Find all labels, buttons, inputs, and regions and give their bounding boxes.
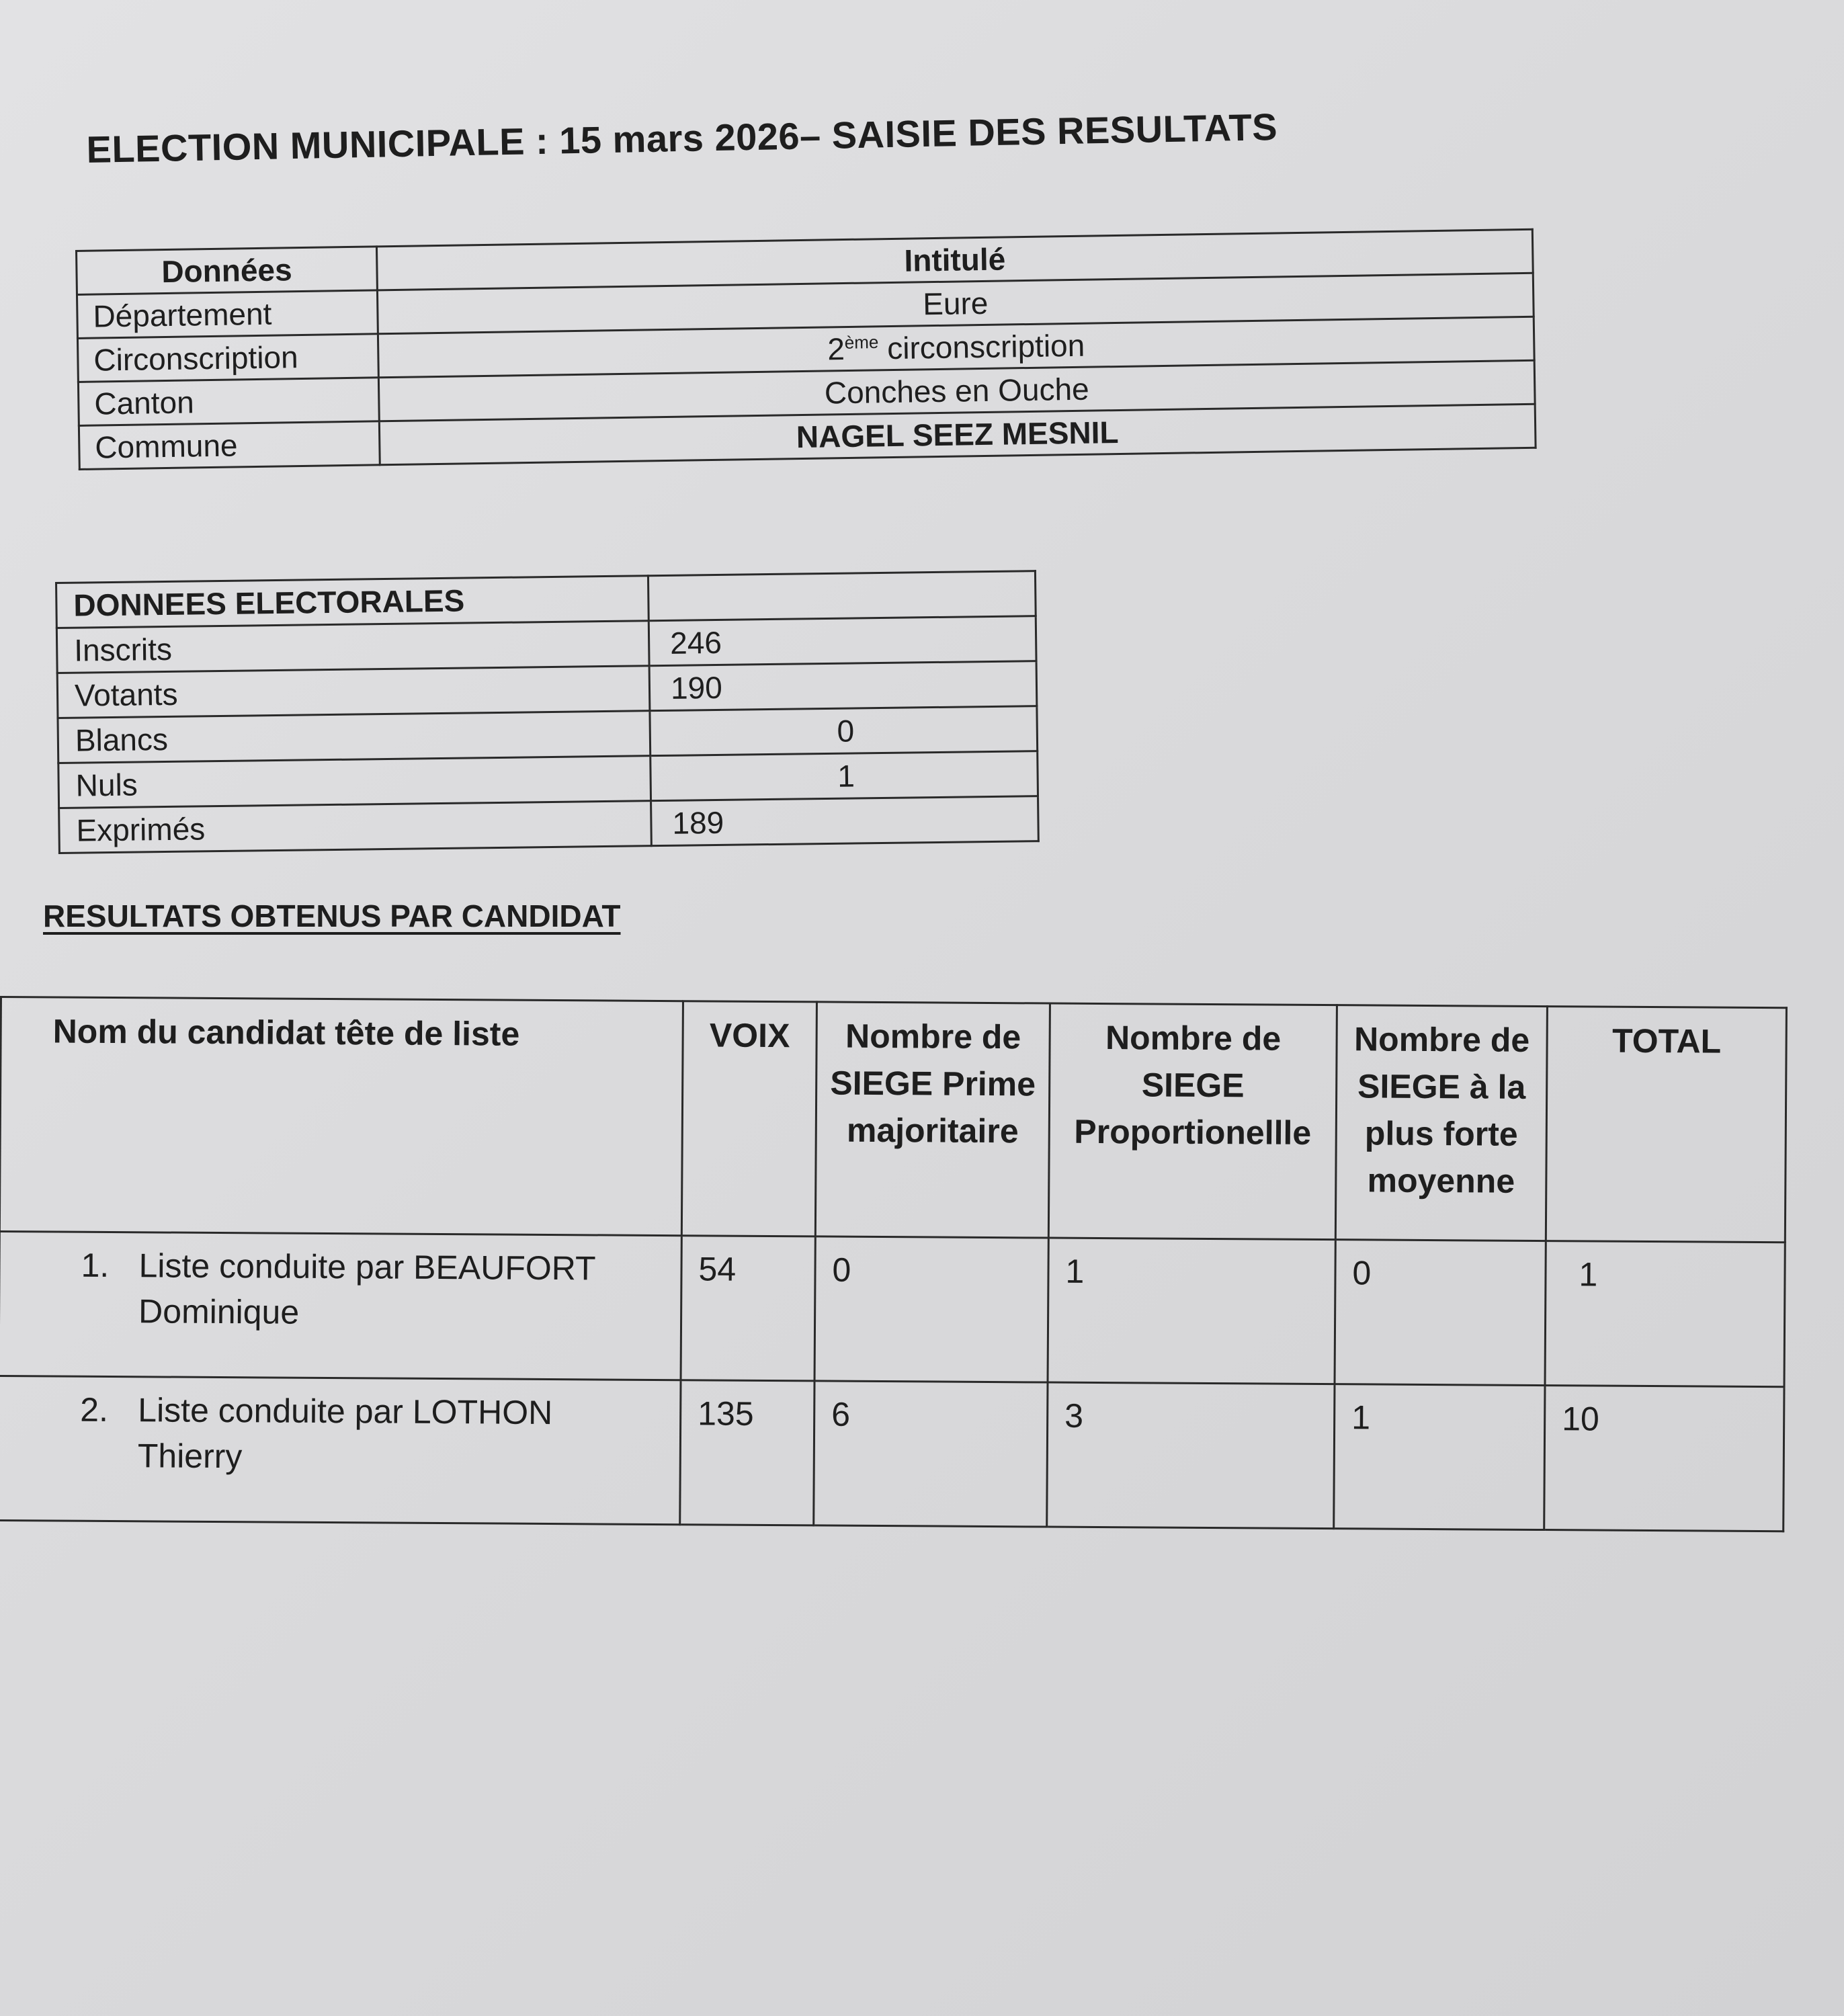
results-table xyxy=(0,996,1788,1532)
row-label: Exprimés xyxy=(59,801,652,853)
candidate-index: 2. xyxy=(80,1390,109,1429)
voix-value: 135 xyxy=(680,1380,814,1525)
row-value: NAGEL SEEZ MESNIL xyxy=(379,404,1536,465)
siege-proportionnelle-value: 1 xyxy=(1048,1238,1335,1384)
row-value: 190 xyxy=(649,661,1037,711)
siege-prime-value: 6 xyxy=(814,1381,1048,1527)
header-siege-prime: Nombre de SIEGE Prime majoritaire xyxy=(815,1002,1050,1238)
document-title: ELECTION MUNICIPALE : 15 mars 2026– SAISIE DES RESULTATS xyxy=(86,105,1278,171)
row-label: Votants xyxy=(57,666,650,718)
row-value: Eure xyxy=(377,273,1534,334)
candidate-list-name: Liste conduite par LOTHON xyxy=(138,1391,553,1432)
candidate-name-cell xyxy=(0,1232,681,1380)
candidate-first-name: Dominique xyxy=(138,1292,300,1331)
electoral-data-table xyxy=(55,570,1040,854)
header-donnees-electorales: DONNEES ELECTORALES xyxy=(56,576,649,628)
row-label: Canton xyxy=(78,378,379,426)
header-total: TOTAL xyxy=(1546,1007,1786,1243)
row-label: Nuls xyxy=(58,756,651,808)
header-siege-moyenne: Nombre de SIEGE à la plus forte moyenne xyxy=(1335,1005,1547,1241)
row-label: Blancs xyxy=(58,711,651,763)
candidate-name-line xyxy=(80,1387,663,1436)
header-empty xyxy=(648,571,1036,621)
total-value: 1 xyxy=(1545,1241,1785,1387)
ordinal-rest: circonscription xyxy=(878,327,1085,366)
ordinal-number: 2 xyxy=(827,331,845,367)
candidate-name-line xyxy=(81,1243,664,1292)
row-value: Conches en Ouche xyxy=(378,360,1535,421)
total-value: 10 xyxy=(1544,1386,1784,1531)
row-value: 0 xyxy=(650,706,1038,756)
header-voix: VOIX xyxy=(681,1001,816,1236)
header-donnees: Données xyxy=(77,247,378,295)
candidate-list-name: Liste conduite par BEAUFORT xyxy=(138,1247,596,1288)
candidate-index: 1. xyxy=(81,1246,110,1284)
row-value: 189 xyxy=(651,796,1039,846)
row-label: Département xyxy=(77,290,378,339)
identification-table xyxy=(75,228,1537,470)
siege-proportionnelle-value: 3 xyxy=(1047,1382,1335,1529)
row-value: 246 xyxy=(648,616,1036,666)
row-value: 1 xyxy=(651,751,1038,801)
siege-moyenne-value: 0 xyxy=(1335,1240,1546,1386)
table-header-row xyxy=(0,997,1786,1243)
voix-value: 54 xyxy=(681,1236,815,1381)
header-intitule: Intitulé xyxy=(376,229,1533,290)
candidate-first-name: Thierry xyxy=(137,1437,243,1476)
header-candidate-name: Nom du candidat tête de liste xyxy=(0,997,683,1236)
candidate-name-cell xyxy=(0,1376,681,1524)
row-label: Commune xyxy=(79,421,380,470)
siege-prime-value: 0 xyxy=(814,1236,1048,1382)
table-row xyxy=(0,1376,1784,1531)
ordinal-suffix: ème xyxy=(844,331,879,353)
header-siege-proportionnelle: Nombre de SIEGE Proportionellle xyxy=(1048,1003,1337,1240)
row-label: Inscrits xyxy=(56,621,649,673)
table-row xyxy=(0,1232,1785,1387)
row-label: Circonscription xyxy=(77,334,378,382)
results-heading: RESULTATS OBTENUS PAR CANDIDAT xyxy=(43,898,621,933)
siege-moyenne-value: 1 xyxy=(1334,1384,1545,1530)
